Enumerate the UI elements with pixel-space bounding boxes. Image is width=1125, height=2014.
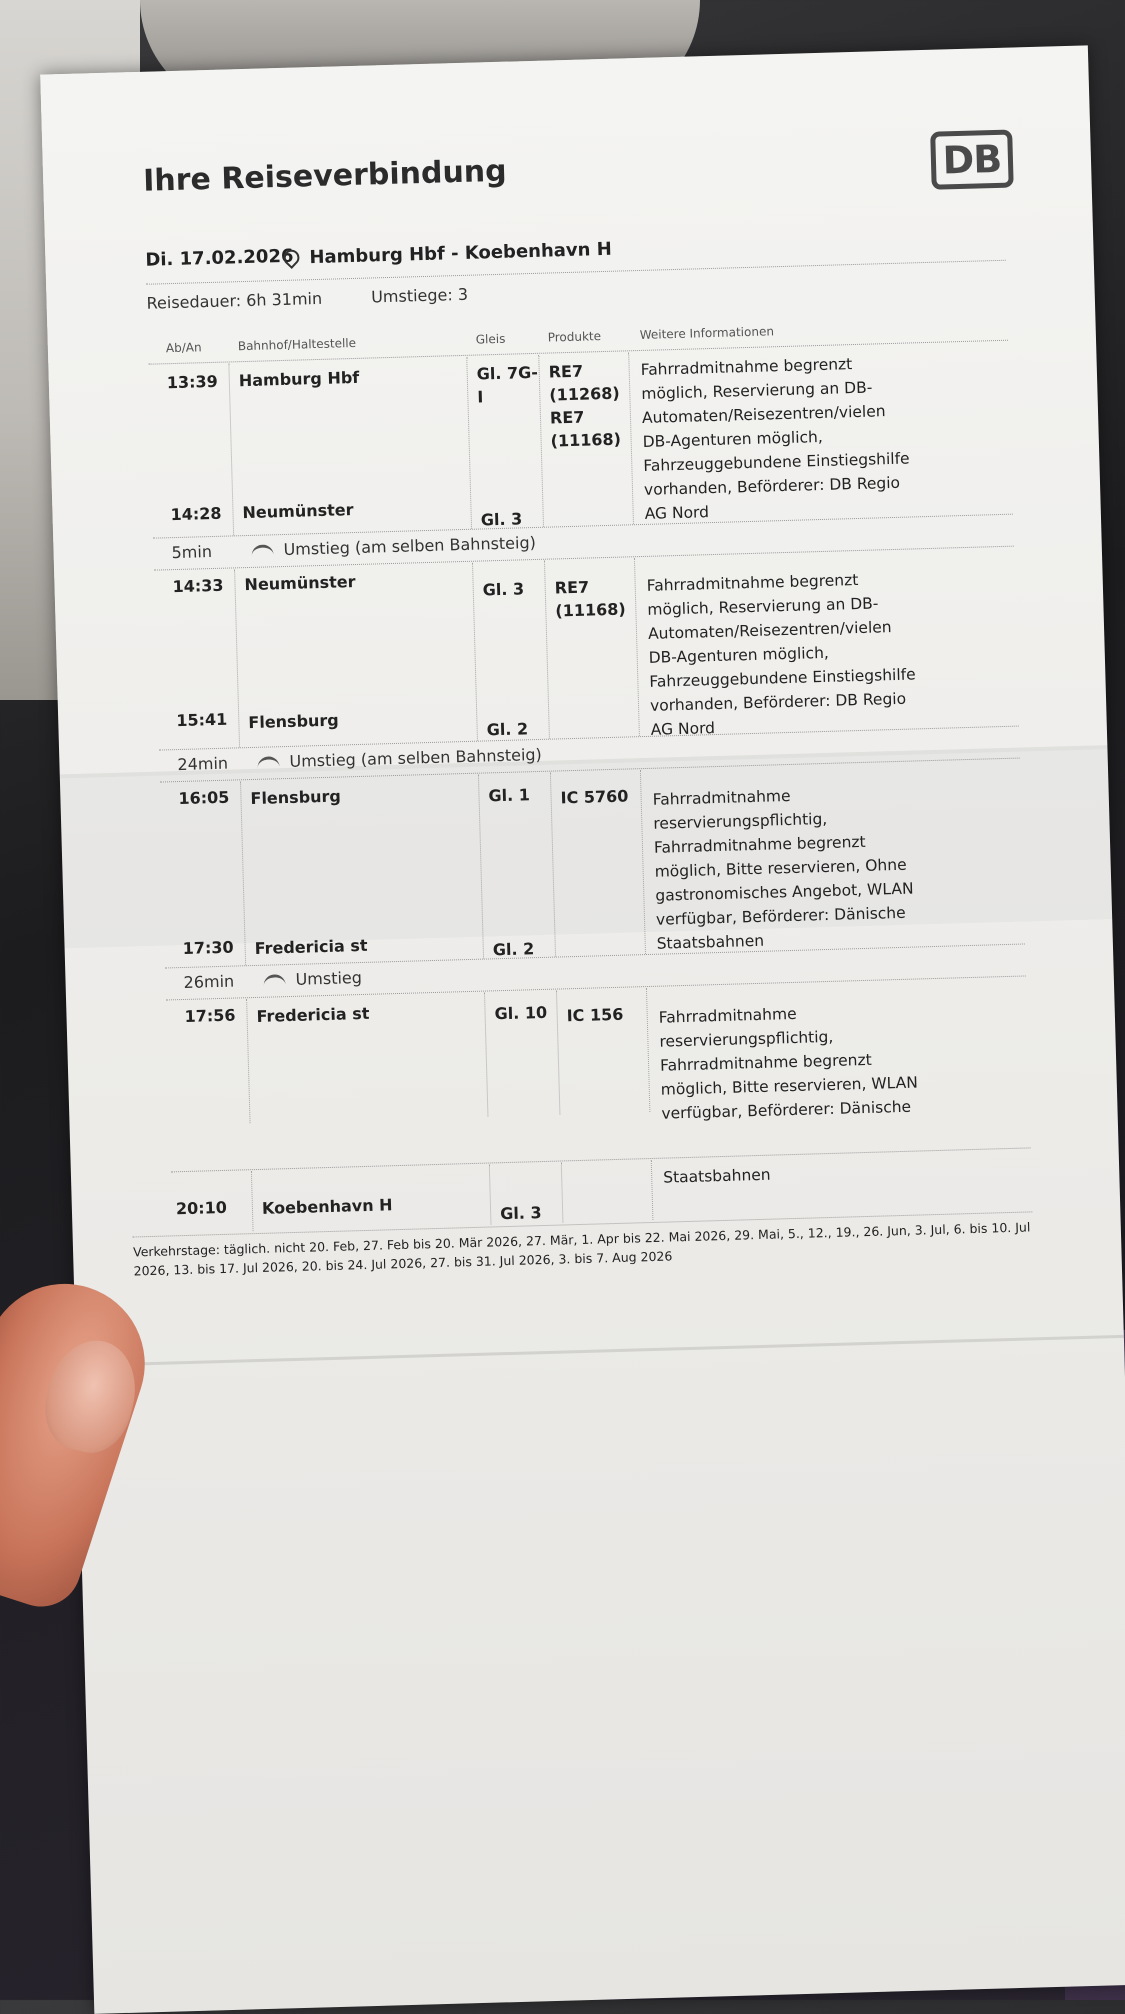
leg-info: Fahrradmitnahme begrenzt möglich, Reservierung an DB-Automaten/Reisezentren/vielen DB-Agenturen möglich, Fahrzeuggebundene Einstiegshilfe vorhanden, Beförderer: DB Regio AG Nord: [640, 355, 910, 523]
arr-station: Fredericia st: [254, 935, 368, 958]
trip-meta: [146, 284, 512, 313]
arr-platform: Gl. 2: [486, 719, 529, 740]
arr-platform: Gl. 3: [480, 509, 523, 530]
transfer-icon: [251, 544, 273, 558]
header-platform: Gleis: [475, 331, 506, 347]
transfer-label: Umstieg (am selben Bahnsteig): [283, 532, 537, 560]
arr-station: Neumünster: [242, 500, 354, 523]
transfer-1: [171, 533, 536, 562]
dep-time: 17:56: [184, 1005, 236, 1026]
transfer-label: Umstieg: [295, 968, 363, 989]
products: RE7 (11168): [554, 577, 626, 621]
document-title: Ihre Reiseverbindung: [142, 153, 508, 199]
transfer-3: [183, 968, 362, 992]
leg-info: Fahrradmitnahme reservierungspflichtig, Fahrradmitnahme begrenzt möglich, Bitte reservieren, Ohne gastronomisches Angebot, WLAN verfügbar, Beförderer: Dänische Staatsbahnen: [652, 786, 914, 953]
trip-duration: Reisedauer: 6h 31min: [146, 288, 323, 313]
transfer-duration: 5min: [171, 542, 213, 563]
leg-info-continued: Staatsbahnen: [662, 1165, 771, 1187]
dep-time: 13:39: [166, 371, 219, 393]
transfer-icon: [257, 756, 279, 770]
leg-info: Fahrradmitnahme begrenzt möglich, Reservierung an DB-Automaten/Reisezentren/vielen DB-Agenturen möglich, Fahrzeuggebundene Einstiegshilfe vorhanden, Beförderer: DB Regio AG Nord: [646, 570, 916, 739]
transfer-count: Umstiege: 3: [370, 284, 469, 307]
arr-station: Koebenhavn H: [261, 1195, 393, 1218]
products: IC 156: [566, 1004, 624, 1026]
dep-time: 14:33: [172, 575, 224, 597]
dep-station: Neumünster: [244, 572, 356, 595]
dep-station: Fredericia st: [256, 1003, 370, 1026]
dep-platform: Gl. 3: [482, 579, 525, 600]
db-logo: DB: [930, 130, 1014, 190]
dep-platform: Gl. 10: [494, 1002, 548, 1024]
arr-platform: Gl. 3: [499, 1203, 542, 1224]
transfer-label: Umstieg (am selben Bahnsteig): [289, 744, 543, 771]
route: Hamburg Hbf - Koebenhavn H: [309, 238, 613, 269]
transfer-duration: 24min: [177, 753, 229, 775]
dep-station: Hamburg Hbf: [238, 367, 360, 391]
transfer-duration: 26min: [183, 971, 235, 992]
leg-info: Fahrradmitnahme reservierungspflichtig, Fahrradmitnahme begrenzt möglich, Bitte reservieren, WLAN verfügbar, Beförderer: Dänische: [658, 1004, 919, 1123]
arr-station: Flensburg: [248, 710, 339, 733]
header-station: Bahnhof/Haltestelle: [237, 335, 357, 354]
header-time: Ab/An: [165, 340, 202, 356]
arr-time: 14:28: [170, 503, 222, 525]
travel-date: Di. 17.02.2026: [145, 245, 294, 271]
dep-platform: Gl. 1: [488, 785, 531, 806]
arr-time: 17:30: [182, 937, 234, 958]
ticket-paper: [40, 45, 1125, 2014]
dep-platform: Gl. 7G- I: [476, 362, 539, 407]
header-info: Weitere Informationen: [639, 324, 775, 342]
paper-fold: [76, 1335, 1124, 1367]
operating-days-note: Verkehrstage: täglich. nicht 20. Feb, 27. Feb bis 20. Mär 2026, 27. Mär, 1. Apr bis 22. Mai 2026, 29. Mai, 5., 12., 19., 26. Jun, 3. Jul, 6. bis 10. Jul 2026, 13. bis 17. Jul 2026, 20. bis 24. Jul 2026, 27. bis 31. Jul 2026, 3. bis 7. Aug 2026: [132, 1219, 1031, 1279]
products: RE7 (11268) RE7 (11168): [548, 361, 622, 451]
arr-time: 20:10: [175, 1197, 228, 1219]
dep-time: 16:05: [178, 787, 230, 809]
header-products: Produkte: [547, 329, 602, 345]
products: IC 5760: [560, 786, 629, 808]
arr-time: 15:41: [176, 709, 228, 731]
dep-station: Flensburg: [250, 786, 342, 809]
transfer-icon: [263, 974, 285, 988]
arr-platform: Gl. 2: [492, 939, 535, 960]
